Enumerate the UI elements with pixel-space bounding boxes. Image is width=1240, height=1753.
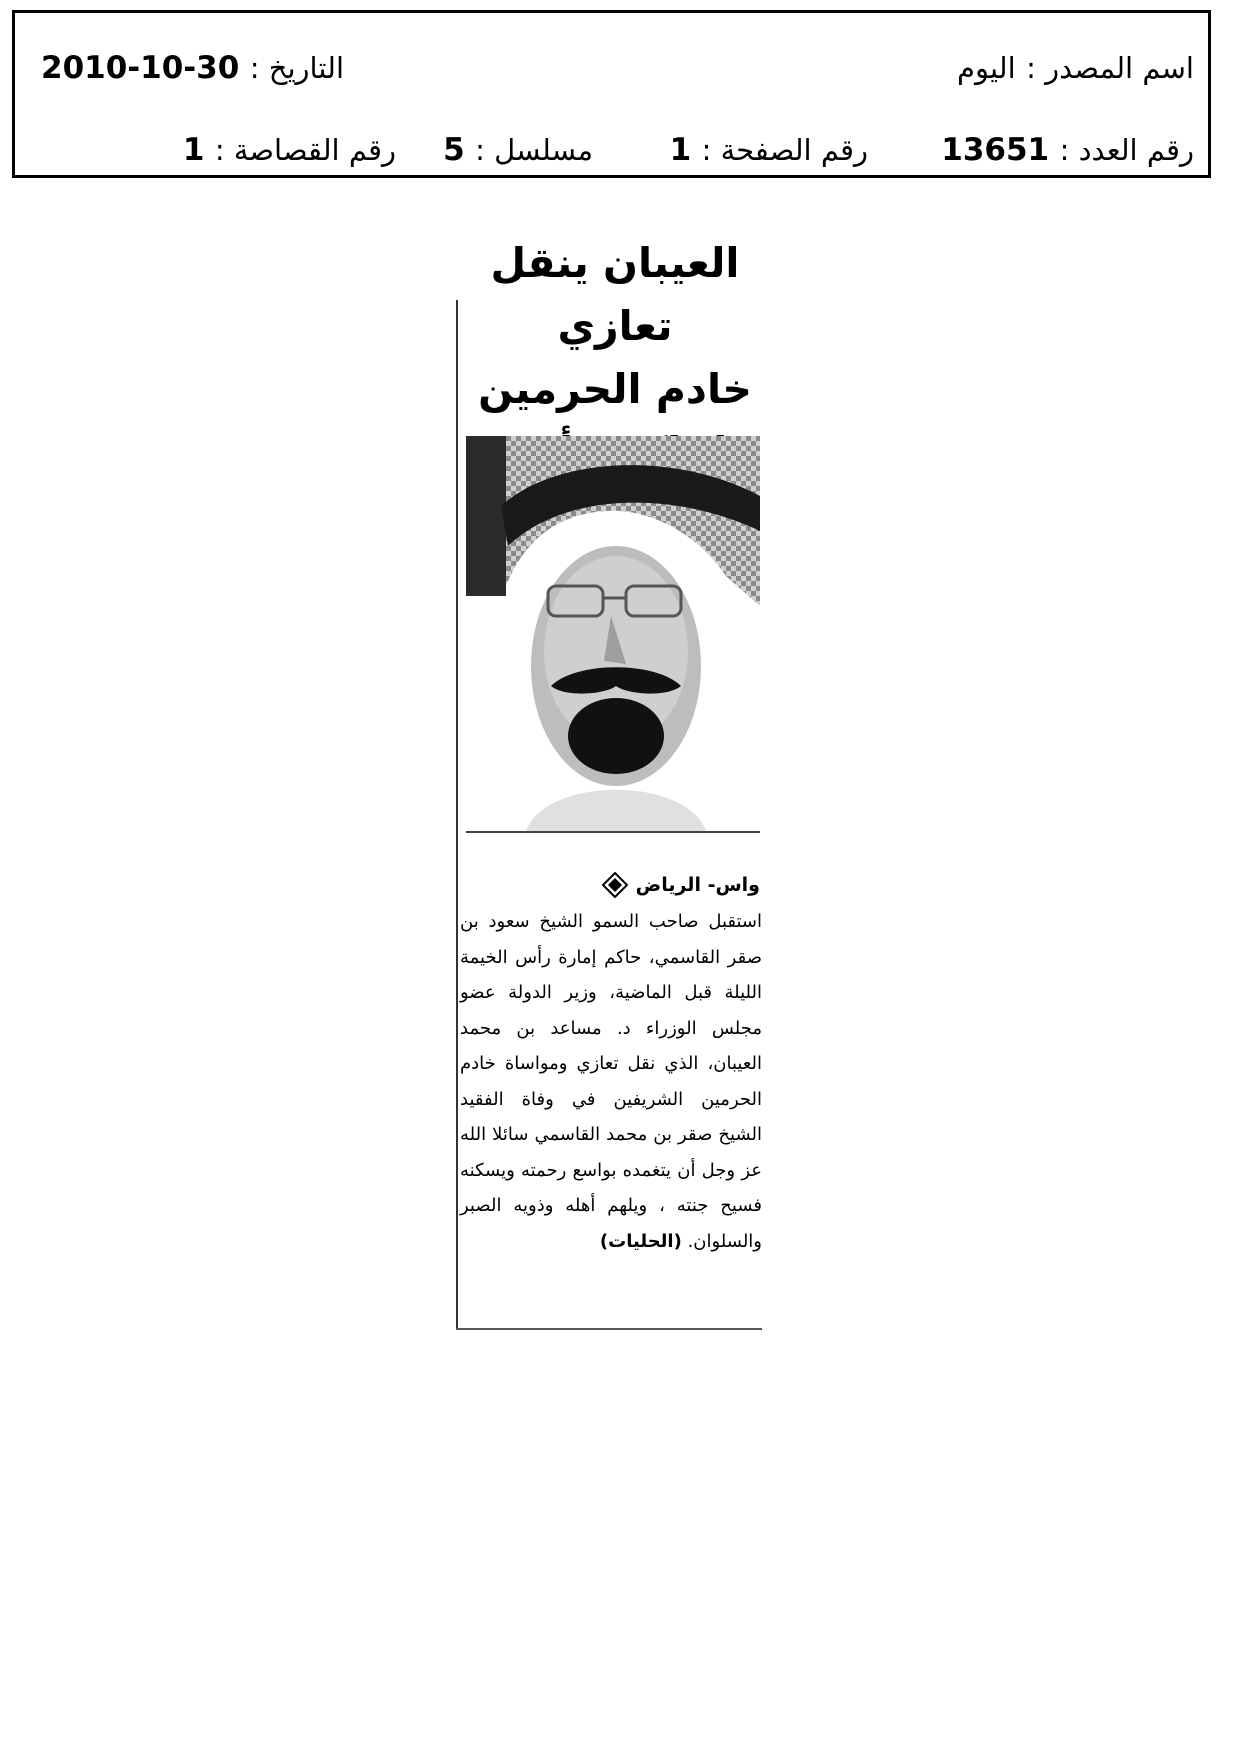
source-label: اسم المصدر : [1026,50,1194,85]
byline-text: واس- الرياض [635,874,760,896]
clip-value: 1 [182,132,205,168]
article-body [460,904,762,1259]
issue-value: 13651 [941,132,1050,168]
metadata-row-1 [15,43,1208,93]
portrait-photo [466,436,760,833]
headline-line-1: العيبان ينقل تعازي [490,239,740,350]
column-rule-left [456,300,458,1330]
headline-line-2: خادم الحرمين [478,365,752,413]
serial-value: 5 [443,132,465,168]
date-label: التاريخ : [249,51,345,85]
diamond-bullet-icon [602,872,628,898]
clipping-metadata-box [12,10,1211,178]
metadata-row-2 [15,125,1208,175]
article-byline [470,872,760,898]
issue-label: رقم العدد : [1059,133,1194,167]
clip-label: رقم القصاصة : [214,133,396,167]
issue-field [941,132,1194,168]
date-value: 2010-10-30 [41,50,240,86]
page-label: رقم الصفحة : [701,133,868,167]
source-field [957,51,1194,86]
clip-field [183,132,396,168]
article-body-text: استقبل صاحب السمو الشيخ سعود بن صقر القاسمي، حاكم إمارة رأس الخيمة الليلة قبل الماضية، وزير الدولة عضو مجلس الوزراء د. مساعد بن محمد العيبان، الذي نقل تعازي ومواساة خادم الحرمين الشريفين في وفاة الفقيد الشيخ صقر بن محمد القاسمي سائلا الله عز وجل أن يتغمده بواسع رحمته ويسكنه فسيح جنته ، ويلهم أهله وذويه الصبر والسلوان. [460,911,762,1252]
date-field [41,50,344,86]
serial-field [443,132,593,168]
portrait-illustration [466,436,760,831]
page-value: 1 [669,132,692,168]
source-value: اليوم [957,50,1016,85]
column-rule-bottom [456,1328,762,1330]
serial-label: مسلسل : [475,133,593,167]
article-signature: (الحليات) [599,1230,682,1252]
page-field [670,132,868,168]
